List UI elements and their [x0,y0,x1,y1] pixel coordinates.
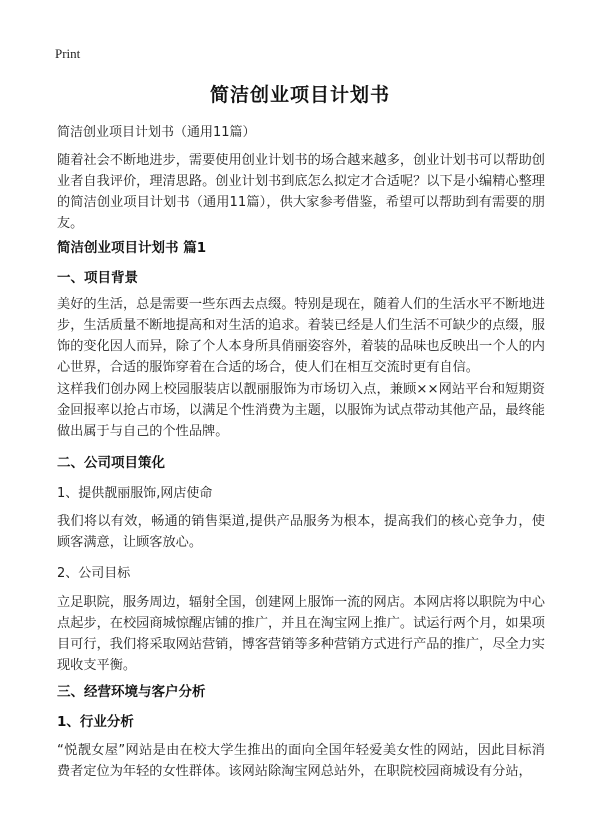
industry-analysis-heading: 1、行业分析 [57,714,134,730]
section-heading-background: 一、项目背景 [57,270,138,286]
planning-item-1: 1、提供靓丽服饰,网店使命 [57,486,213,501]
background-paragraph-2: 这样我们创办网上校园服装店以靓丽服饰为市场切入点，兼顾××网站平台和短期资金回报率以抢占市场，以满足个性消费为主题，以服饰为试点带动其他产品，最终能做出属于与自己的个性品牌。 [57,382,545,439]
background-paragraph-1: 美好的生活，总是需要一些东西去点缀。特别是现在，随着人们的生活水平不断地进步，生活质量不断地提高和对生活的追求。着装已经是人们生活不可缺少的点缀，服饰的变化因人而异，除了个人本身所具俏丽姿容外，着装的品味也反映出一个人的内心世界，合适的服饰穿着在合适的场合，使人们在相互交流时更有自信。 [57,297,545,375]
section-heading-planning: 二、公司项目策化 [57,455,165,471]
print-link[interactable]: Print [55,46,81,61]
chapter-heading: 简洁创业项目计划书 篇1 [57,240,207,256]
section-heading-environment: 三、经营环境与客户分析 [57,684,206,700]
planning-paragraph-1: 我们将以有效，畅通的销售渠道,提供产品服务为根本，提高我们的核心竞争力，使顾客满意，让顾客放心。 [57,514,545,550]
industry-paragraph: “悦靓女屋”网站是由在校大学生推出的面向全国年轻爱美女性的网站，因此目标消费者定位为年轻的女性群体。该网站除淘宝网总站外，在职院校园商城设有分站， [57,743,545,779]
intro-paragraph: 随着社会不断地进步，需要使用创业计划书的场合越来越多，创业计划书可以帮助创业者自我评价，理清思路。创业计划书到底怎么拟定才合适呢？以下是小编精心整理的简洁创业项目计划书（通用11篇），供大家参考借鉴，希望可以帮助到有需要的朋友。 [57,153,545,231]
page-title: 简洁创业项目计划书 [209,84,390,106]
planning-paragraph-2: 立足职院，服务周边，辐射全国，创建网上服饰一流的网店。本网店将以职院为中心点起步，在校园商城惊醒店铺的推广，并且在淘宝网上推广。试运行两个月，如果项目可行，我们将采取网站营销，博客营销等多种营销方式进行产品的推广，尽全力实现收支平衡。 [57,595,545,673]
planning-item-2: 2、公司目标 [57,566,131,581]
document-subtitle: 简洁创业项目计划书（通用11篇） [57,125,256,140]
